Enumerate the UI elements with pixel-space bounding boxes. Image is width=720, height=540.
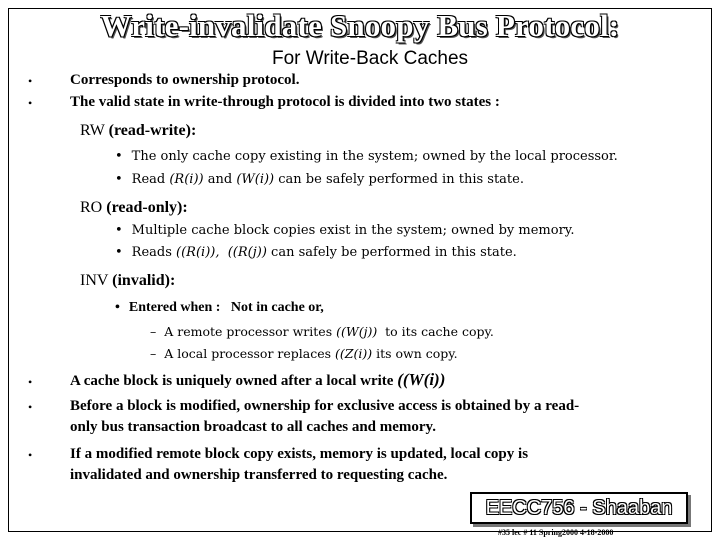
state-rw-name: RW: [80, 122, 105, 139]
inv-subitem-2: [150, 346, 458, 361]
ro-item-1-marker: •: [115, 223, 123, 238]
state-inv-desc: (invalid):: [112, 272, 176, 289]
inv-item-1-text: Entered when : Not in cache or,: [128, 300, 324, 315]
inv-subitem-1-pre: A remote processor writes: [164, 324, 337, 339]
inv-subitem-2-marker: –: [150, 346, 157, 361]
bullet-modified-remote-line-1: If a modified remote block copy exists, memory is updated, local copy is: [70, 446, 529, 462]
rw-item-2-marker: •: [115, 172, 123, 187]
state-rw-heading: [80, 122, 196, 140]
rw-item-1-marker: •: [115, 149, 123, 164]
bullet-valid-state-divided: The valid state in write-through protocol is divided into two states :: [70, 94, 500, 110]
inv-subitem-1-marker: –: [150, 324, 157, 339]
state-ro-desc: (read-only):: [106, 199, 188, 216]
ro-item-2-mid: [219, 245, 227, 260]
state-rw-desc: (read-write):: [108, 122, 197, 139]
inv-item-1: [115, 300, 324, 316]
slide-title: Write-invalidate Snoopy Bus Protocol:: [100, 8, 620, 43]
bullet-ownership-line-2: only bus transaction broadcast to all caches and memory.: [70, 419, 436, 435]
state-ro-name: RO: [80, 199, 103, 216]
bullet-ownership-line-1: Before a block is modified, ownership for exclusive access is obtained by a read-: [70, 398, 580, 414]
bullet-uniquely-owned-text: A cache block is uniquely owned after a local write: [70, 373, 398, 389]
rw-item-2-pre: Read: [131, 172, 170, 187]
rw-item-2: [115, 172, 524, 187]
bullet-modified-remote-line-2: invalidated and ownership transferred to requesting cache.: [70, 467, 448, 483]
rw-item-1-text: The only cache copy existing in the system; owned by the local processor.: [131, 149, 618, 164]
inv-subitem-2-post: its own copy.: [372, 346, 458, 361]
rw-item-2-read-op: (R(i)): [169, 172, 204, 187]
bullet-2-marker: •: [28, 96, 33, 110]
bullet-uniquely-owned: [70, 369, 445, 392]
slide-footer-info: #35 lec # 11 Spring2000 4-18-2000: [498, 528, 614, 537]
bullet-uniquely-owned-op: ((W(i)): [397, 370, 446, 389]
bullet-4-marker: •: [28, 400, 33, 414]
inv-item-1-marker: •: [115, 300, 120, 315]
rw-item-2-mid: and: [203, 172, 237, 187]
course-footer-badge: EECC756 - Shaaban: [470, 492, 688, 524]
slide-subtitle: For Write-Back Caches: [271, 48, 469, 69]
inv-subitem-1-post: to its cache copy.: [377, 324, 494, 339]
ro-item-2-read-i: ((R(i)),: [176, 245, 220, 260]
ro-item-2-read-j: ((R(j)): [227, 245, 267, 260]
bullet-3-marker: •: [28, 375, 33, 389]
state-ro-heading: [80, 199, 188, 217]
ro-item-1: [115, 223, 575, 238]
rw-item-2-post: can be safely performed in this state.: [274, 172, 524, 187]
rw-item-2-write-op: (W(i)): [236, 172, 275, 187]
ro-item-1-text: Multiple cache block copies exist in the system; owned by memory.: [131, 223, 575, 238]
rw-item-1: [115, 149, 618, 164]
inv-subitem-2-pre: A local processor replaces: [164, 346, 336, 361]
bullet-ownership-protocol: Corresponds to ownership protocol.: [70, 72, 300, 88]
ro-item-2: [115, 245, 517, 260]
inv-subitem-2-op: ((Z(i)): [335, 346, 373, 361]
ro-item-2-marker: •: [115, 245, 123, 260]
ro-item-2-pre: Reads: [131, 245, 177, 260]
inv-subitem-1: [150, 324, 494, 339]
state-inv-name: INV: [80, 272, 109, 289]
bullet-5-marker: •: [28, 448, 33, 462]
inv-subitem-1-op: ((W(j)): [336, 324, 378, 339]
ro-item-2-post: can safely be performed in this state.: [266, 245, 517, 260]
bullet-1-marker: •: [28, 74, 33, 88]
state-inv-heading: [80, 272, 175, 290]
